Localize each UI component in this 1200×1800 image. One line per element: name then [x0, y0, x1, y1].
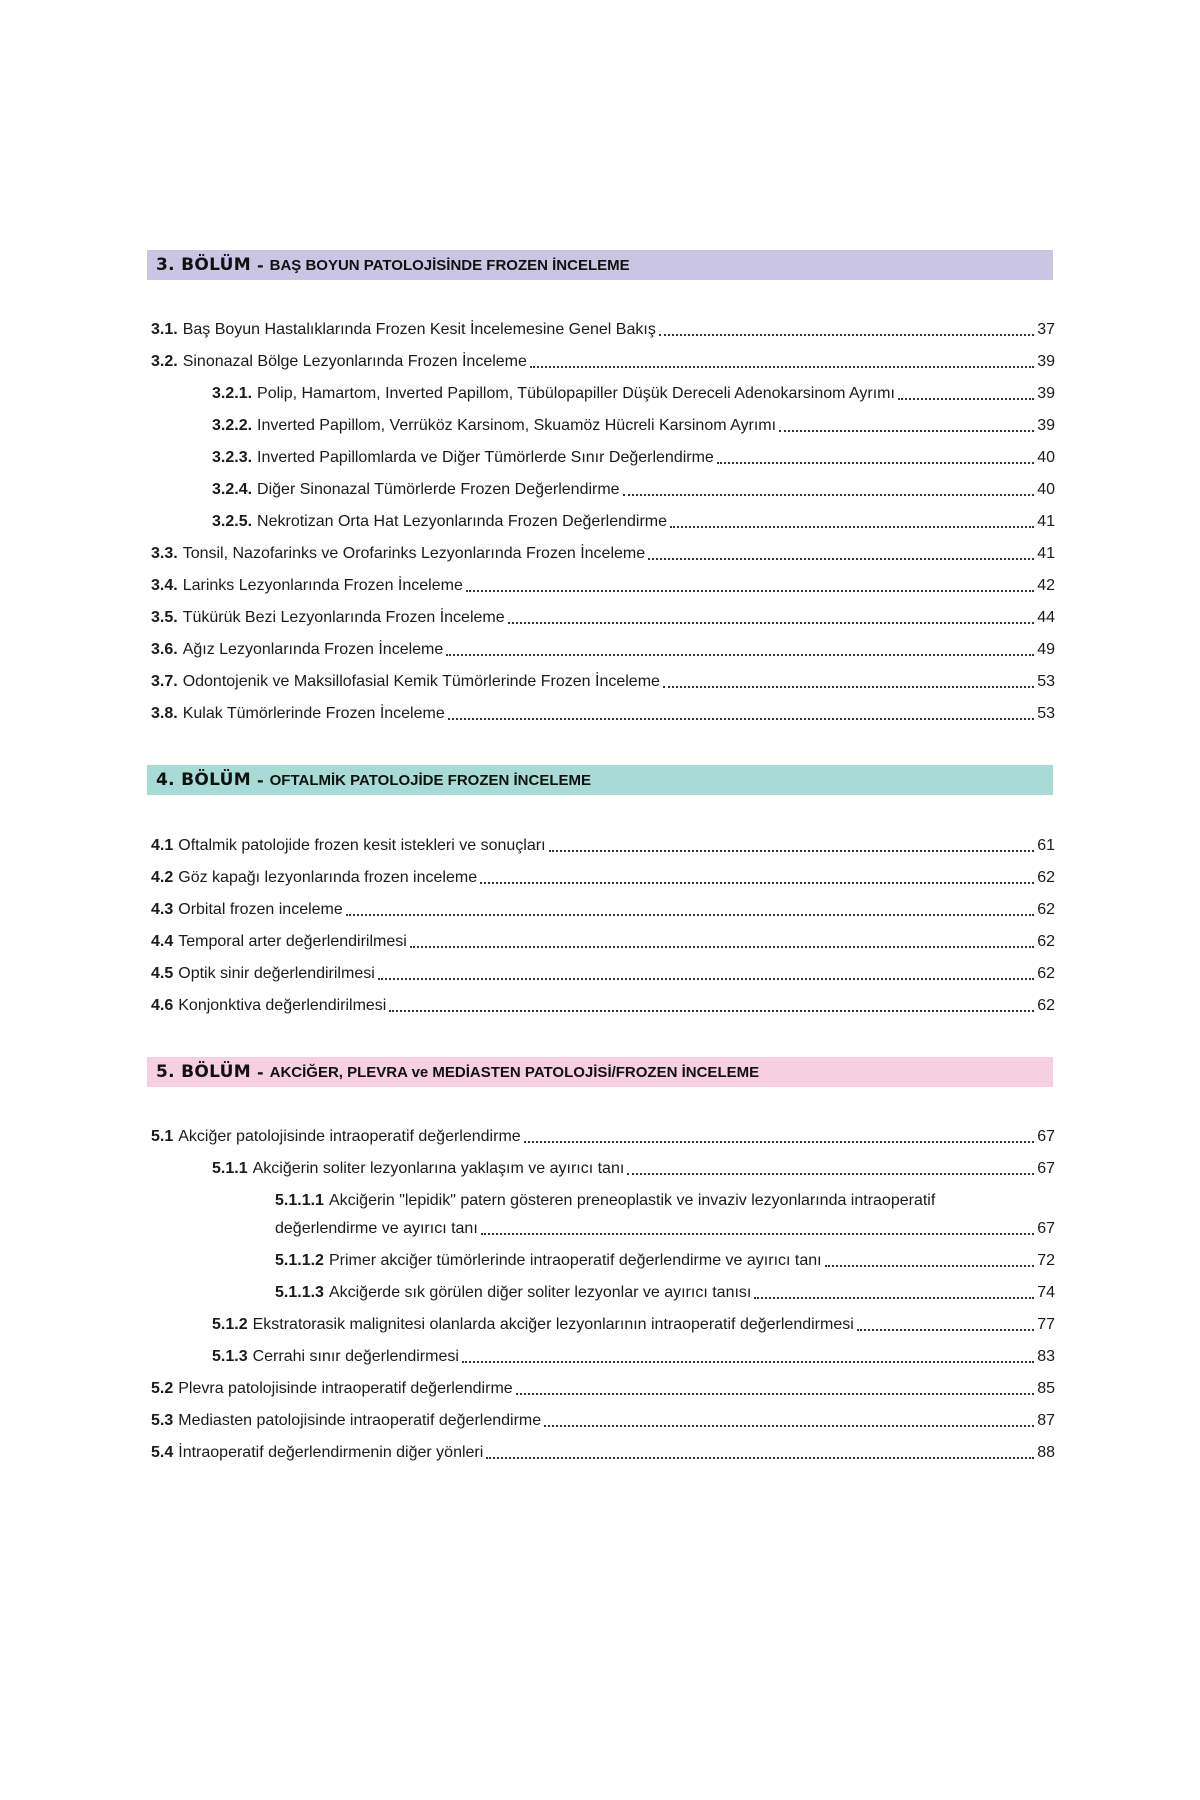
- toc-entry-3-2-4[interactable]: [212, 478, 1055, 502]
- entry-page: 62: [1037, 869, 1055, 886]
- entry-number: 5.1: [151, 1128, 174, 1145]
- entry-title: Akciğerde sık görülen diğer soliter lezyonlar ve ayırıcı tanısı: [328, 1284, 752, 1301]
- toc-entry-5-1[interactable]: [151, 1125, 1055, 1149]
- dot-leader: [446, 654, 1034, 656]
- entry-number: 5.1.1.3: [275, 1284, 324, 1301]
- toc-entry-3-2-2[interactable]: [212, 414, 1055, 438]
- dot-leader: [648, 558, 1034, 560]
- section-dash: -: [256, 255, 264, 275]
- toc-entry-3-6[interactable]: [151, 638, 1055, 662]
- entry-title: Plevra patolojisinde intraoperatif değerlendirme: [178, 1380, 513, 1397]
- entry-number: 3.5.: [151, 609, 178, 626]
- entry-number: 4.6: [151, 997, 174, 1014]
- entry-title: değerlendirme ve ayırıcı tanı: [275, 1220, 478, 1237]
- entry-page: 72: [1037, 1252, 1055, 1269]
- entry-title: Akciğerin soliter lezyonlarına yaklaşım ve ayırıcı tanı: [252, 1160, 625, 1177]
- section-title: BAŞ BOYUN PATOLOJİSİNDE FROZEN İNCELEME: [269, 256, 630, 274]
- entry-number: 4.4: [151, 933, 174, 950]
- dot-leader: [378, 978, 1034, 980]
- toc-entry-3-2-5[interactable]: [212, 510, 1055, 534]
- entry-title: Temporal arter değerlendirilmesi: [178, 933, 407, 950]
- entry-title: Baş Boyun Hastalıklarında Frozen Kesit İncelemesine Genel Bakış: [182, 321, 656, 338]
- entry-page: 41: [1037, 513, 1055, 530]
- toc-entry-5-1-1-3[interactable]: [275, 1281, 1055, 1305]
- dot-leader: [448, 718, 1034, 720]
- entry-page: 41: [1037, 545, 1055, 562]
- entry-title: Larinks Lezyonlarında Frozen İnceleme: [182, 577, 463, 594]
- dot-leader: [524, 1141, 1035, 1143]
- entry-title: Tonsil, Nazofarinks ve Orofarinks Lezyonlarında Frozen İnceleme: [182, 545, 646, 562]
- toc-entry-4-1[interactable]: [151, 834, 1055, 858]
- toc-entry-3-3[interactable]: [151, 542, 1055, 566]
- dot-leader: [857, 1329, 1034, 1331]
- toc-entry-5-4[interactable]: [151, 1441, 1055, 1465]
- toc-entry-5-1-2[interactable]: [212, 1313, 1055, 1337]
- section-header-3: [147, 250, 1053, 280]
- dot-leader: [410, 946, 1034, 948]
- entry-title: Tükürük Bezi Lezyonlarında Frozen İnceleme: [182, 609, 505, 626]
- entry-title: Primer akciğer tümörlerinde intraoperatif değerlendirme ve ayırıcı tanı: [328, 1252, 822, 1269]
- toc-entry-3-2-3[interactable]: [212, 446, 1055, 470]
- entry-number: 3.6.: [151, 641, 178, 658]
- toc-entry-3-5[interactable]: [151, 606, 1055, 630]
- entry-title: Odontojenik ve Maksillofasial Kemik Tümörlerinde Frozen İnceleme: [182, 673, 660, 690]
- section-number: 3. BÖLÜM: [156, 255, 251, 275]
- dot-leader: [898, 398, 1034, 400]
- toc-entry-4-5[interactable]: [151, 962, 1055, 986]
- toc-entry-5-3[interactable]: [151, 1409, 1055, 1433]
- toc-entry-4-4[interactable]: [151, 930, 1055, 954]
- dot-leader: [663, 686, 1034, 688]
- section-title: AKCİĞER, PLEVRA ve MEDİASTEN PATOLOJİSİ/FROZEN İNCELEME: [269, 1063, 760, 1081]
- entry-page: 77: [1037, 1316, 1055, 1333]
- toc-entry-3-2[interactable]: [151, 350, 1055, 374]
- dot-leader: [389, 1010, 1034, 1012]
- toc-entry-5-1-1-1-line2[interactable]: [275, 1217, 1055, 1241]
- entry-page: 67: [1037, 1220, 1055, 1237]
- entry-number: 4.2: [151, 869, 174, 886]
- entry-title: Inverted Papillomlarda ve Diğer Tümörlerde Sınır Değerlendirme: [257, 449, 714, 466]
- dot-leader: [670, 526, 1034, 528]
- entry-number: 5.1.3: [212, 1348, 248, 1365]
- entry-number: 4.5: [151, 965, 174, 982]
- section-title: OFTALMİK PATOLOJİDE FROZEN İNCELEME: [269, 771, 591, 789]
- entry-number: 3.2.2.: [212, 417, 253, 434]
- entry-title: Polip, Hamartom, Inverted Papillom, Tübülopapiller Düşük Dereceli Adenokarsinom Ayrımı: [257, 385, 895, 402]
- toc-entry-3-7[interactable]: [151, 670, 1055, 694]
- entry-number: 3.1.: [151, 321, 178, 338]
- entry-number: 3.8.: [151, 705, 178, 722]
- dot-leader: [659, 334, 1034, 336]
- entry-page: 83: [1037, 1348, 1055, 1365]
- section-number: 5. BÖLÜM: [156, 1062, 251, 1082]
- entry-number: 4.3: [151, 901, 174, 918]
- dot-leader: [627, 1173, 1034, 1175]
- entry-number: 5.2: [151, 1380, 174, 1397]
- entry-number: 5.3: [151, 1412, 174, 1429]
- toc-entry-3-4[interactable]: [151, 574, 1055, 598]
- entry-number: 3.2.: [151, 353, 178, 370]
- entry-number: 5.1.1.2: [275, 1252, 324, 1269]
- toc-entry-5-2[interactable]: [151, 1377, 1055, 1401]
- toc-entry-4-2[interactable]: [151, 866, 1055, 890]
- entry-number: 3.2.1.: [212, 385, 253, 402]
- dot-leader: [544, 1425, 1034, 1427]
- entry-title: Kulak Tümörlerinde Frozen İnceleme: [182, 705, 445, 722]
- entry-page: 85: [1037, 1380, 1055, 1397]
- entry-title: Mediasten patolojisinde intraoperatif değerlendirme: [178, 1412, 542, 1429]
- entry-page: 88: [1037, 1444, 1055, 1461]
- entry-page: 40: [1037, 481, 1055, 498]
- dot-leader: [825, 1265, 1035, 1267]
- section-header-4: [147, 765, 1053, 795]
- entry-page: 39: [1037, 353, 1055, 370]
- entry-title-line1: Akciğerin "lepidik" patern gösteren preneoplastik ve invaziv lezyonlarında intraoperatif: [328, 1192, 936, 1209]
- entry-number: 5.1.1: [212, 1160, 248, 1177]
- toc-entry-3-1[interactable]: [151, 318, 1055, 342]
- dot-leader: [549, 850, 1035, 852]
- entry-title: Ekstratorasik malignitesi olanlarda akciğer lezyonlarının intraoperatif değerlendirmesi: [252, 1316, 854, 1333]
- toc-entry-4-3[interactable]: [151, 898, 1055, 922]
- dot-leader: [462, 1361, 1034, 1363]
- dot-leader: [466, 590, 1034, 592]
- entry-title: Diğer Sinonazal Tümörlerde Frozen Değerlendirme: [257, 481, 620, 498]
- entry-number: 3.7.: [151, 673, 178, 690]
- dot-leader: [779, 430, 1034, 432]
- entry-page: 74: [1037, 1284, 1055, 1301]
- entry-page: 62: [1037, 933, 1055, 950]
- entry-title: Optik sinir değerlendirilmesi: [178, 965, 375, 982]
- section-number: 4. BÖLÜM: [156, 770, 251, 790]
- dot-leader: [516, 1393, 1035, 1395]
- entry-number: 3.2.4.: [212, 481, 253, 498]
- entry-page: 53: [1037, 705, 1055, 722]
- entry-title: Inverted Papillom, Verrüköz Karsinom, Skuamöz Hücreli Karsinom Ayrımı: [257, 417, 777, 434]
- entry-title: Sinonazal Bölge Lezyonlarında Frozen İnceleme: [182, 353, 527, 370]
- section-header-5: [147, 1057, 1053, 1087]
- toc-entry-3-8[interactable]: [151, 702, 1055, 726]
- toc-entry-5-1-1-1-line1[interactable]: [275, 1189, 1055, 1213]
- entry-page: 37: [1037, 321, 1055, 338]
- entry-title: Orbital frozen inceleme: [178, 901, 343, 918]
- dot-leader: [754, 1297, 1034, 1299]
- entry-number: 5.1.2: [212, 1316, 248, 1333]
- section-dash: -: [256, 770, 264, 790]
- entry-title: Akciğer patolojisinde intraoperatif değerlendirme: [178, 1128, 521, 1145]
- toc-entry-4-6[interactable]: [151, 994, 1055, 1018]
- entry-number: 5.1.1.1: [275, 1192, 324, 1209]
- entry-page: 62: [1037, 997, 1055, 1014]
- entry-title: İntraoperatif değerlendirmenin diğer yönleri: [178, 1444, 484, 1461]
- entry-number: 4.1: [151, 837, 174, 854]
- dot-leader: [486, 1457, 1034, 1459]
- dot-leader: [623, 494, 1035, 496]
- dot-leader: [530, 366, 1034, 368]
- entry-page: 39: [1037, 385, 1055, 402]
- entry-page: 39: [1037, 417, 1055, 434]
- dot-leader: [346, 914, 1034, 916]
- entry-number: 3.3.: [151, 545, 178, 562]
- entry-page: 42: [1037, 577, 1055, 594]
- entry-title: Ağız Lezyonlarında Frozen İnceleme: [182, 641, 444, 658]
- dot-leader: [480, 882, 1034, 884]
- dot-leader: [481, 1233, 1034, 1235]
- dot-leader: [508, 622, 1035, 624]
- section-dash: -: [256, 1062, 264, 1082]
- entry-page: 67: [1037, 1160, 1055, 1177]
- entry-title: Nekrotizan Orta Hat Lezyonlarında Frozen Değerlendirme: [257, 513, 667, 530]
- toc-entry-5-1-1-2[interactable]: [275, 1249, 1055, 1273]
- entry-page: 62: [1037, 965, 1055, 982]
- toc-entry-5-1-1[interactable]: [212, 1157, 1055, 1181]
- toc-entry-5-1-3[interactable]: [212, 1345, 1055, 1369]
- entry-number: 3.2.3.: [212, 449, 253, 466]
- entry-page: 49: [1037, 641, 1055, 658]
- entry-page: 87: [1037, 1412, 1055, 1429]
- entry-page: 53: [1037, 673, 1055, 690]
- toc-entry-3-2-1[interactable]: [212, 382, 1055, 406]
- entry-title: Konjonktiva değerlendirilmesi: [178, 997, 387, 1014]
- entry-number: 3.4.: [151, 577, 178, 594]
- entry-title: Cerrahi sınır değerlendirmesi: [252, 1348, 459, 1365]
- entry-number: 5.4: [151, 1444, 174, 1461]
- entry-number: 3.2.5.: [212, 513, 253, 530]
- entry-page: 61: [1037, 837, 1055, 854]
- entry-title: Göz kapağı lezyonlarında frozen inceleme: [178, 869, 478, 886]
- entry-page: 67: [1037, 1128, 1055, 1145]
- entry-page: 40: [1037, 449, 1055, 466]
- dot-leader: [717, 462, 1034, 464]
- entry-page: 62: [1037, 901, 1055, 918]
- entry-page: 44: [1037, 609, 1055, 626]
- entry-title: Oftalmik patolojide frozen kesit istekleri ve sonuçları: [178, 837, 546, 854]
